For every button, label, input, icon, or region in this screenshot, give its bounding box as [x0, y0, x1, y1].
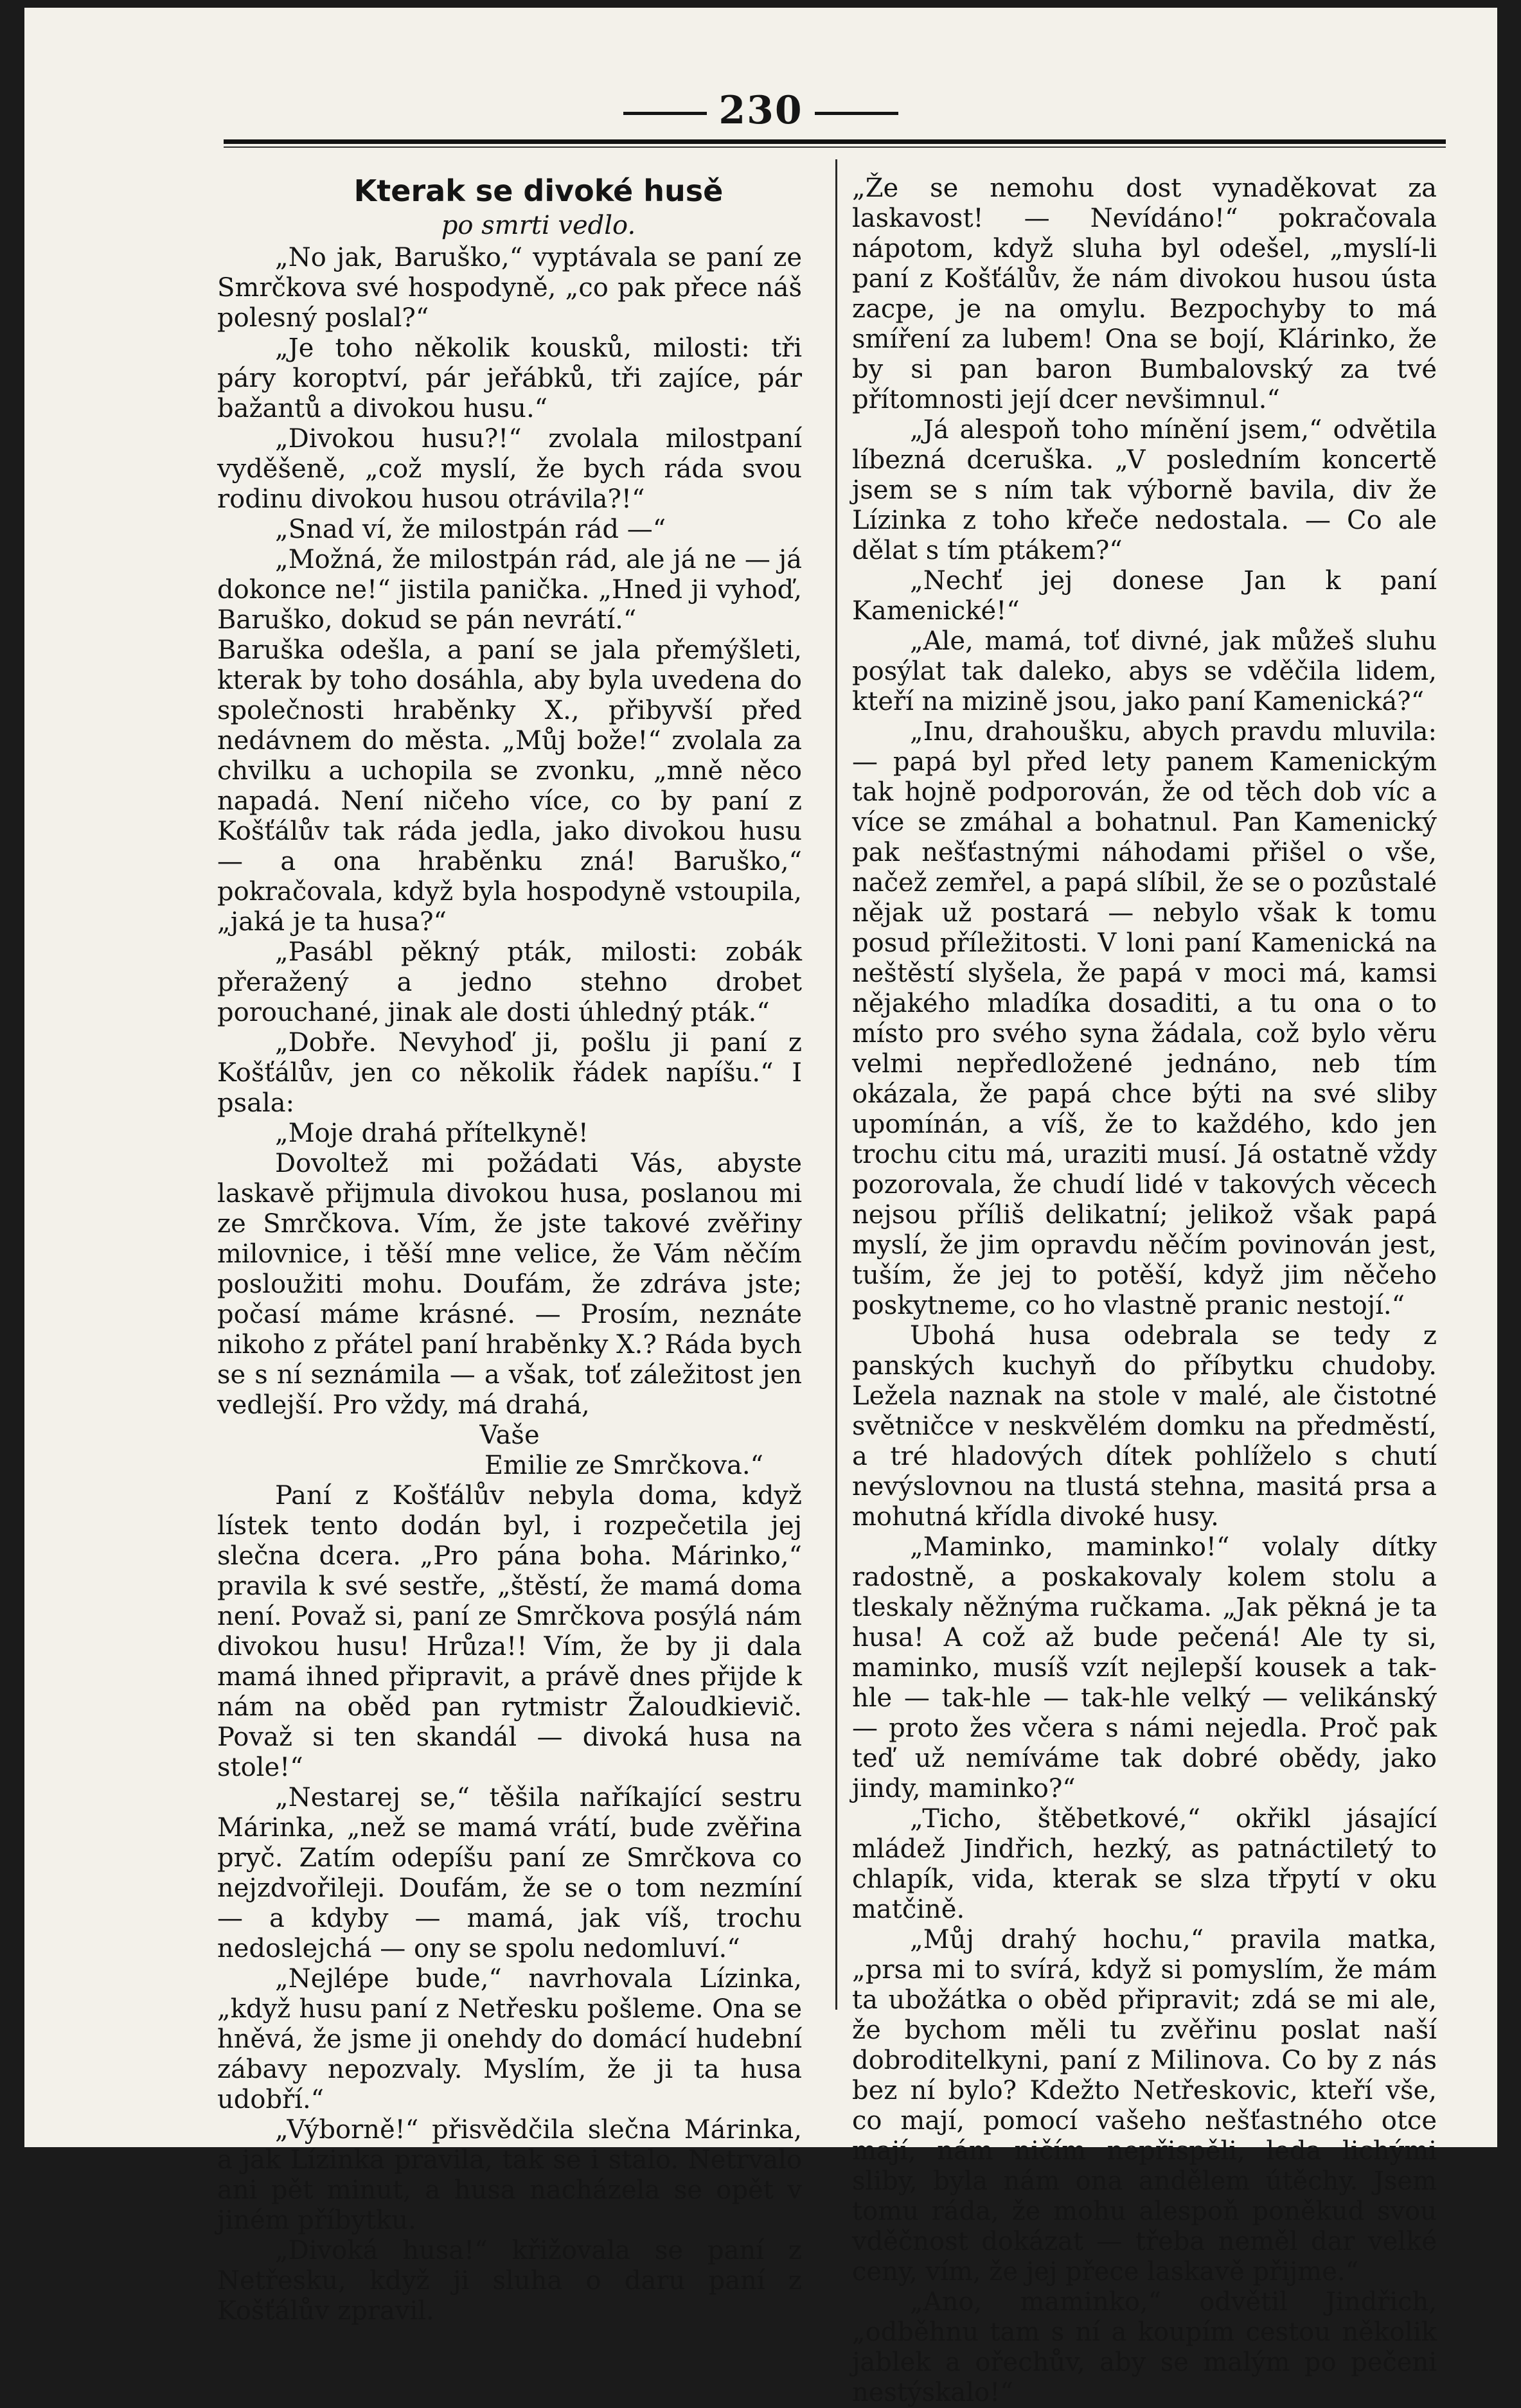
paragraph: „Dobře. Nevyhoď ji, pošlu ji paní z Košťálův, jen co několik řádek napíšu.“ I psala:: [217, 1028, 802, 1118]
paragraph: „Nejlépe bude,“ navrhovala Lízinka, „když husu paní z Netřesku pošleme. Ona se hněvá, že jsme ji onehdy do domácí hudební zábavy nepozvaly. Myslím, že ji ta husa udobří.“: [217, 1964, 802, 2114]
page-number-dash-left: [623, 112, 707, 115]
paragraph: „Divokou husu?!“ zvolala milostpaní vyděšeně, „což myslí, že bych ráda svou rodinu divokou husou otrávila?!“: [217, 424, 802, 514]
paragraph: „Snad ví, že milostpán rád —“: [275, 515, 666, 544]
paragraph: „Že se nemohu dost vynaděkovat za laskavost! — Nevídáno!“ pokračovala nápotom, když sluha byl odešel, „myslí-li paní z Košťálův, že nám divokou husou ústa zacpe, je na omylu. Bezpochyby to má smíření za lubem! Ona se bojí, Klárinko, že by si pan baron Bumbalovský za tvé přítomnosti její dcer nevšimnul.“: [852, 173, 1437, 414]
paragraph: „Výborně!“ přisvědčila slečna Márinka, a jak Lízinka pravila, tak se i stalo. Netrvalo ani pět minut, a husa nacházela se opět v jiném příbytku.: [217, 2115, 802, 2235]
page-number: [24, 88, 1497, 133]
paragraph: Baruška odešla, a paní se jala přemýšleti, kterak by toho dosáhla, aby byla uvedena do společnosti hraběnky X., přibyvší před nedávnem do města. „Můj bože!“ zvolala za chvilku a uchopila se zvonku, „mně něco napadá. Není ničeho více, co by paní z Košťálův tak ráda jedla, jako divokou husu — a ona hraběnku zná! Baruško,“ pokračovala, když byla hospodyně vstoupila, „jaká je ta husa?“: [217, 635, 802, 937]
paragraph: „Je toho několik kousků, milosti: tři páry koroptví, pár jeřábků, tři zajíce, pár bažantů a divokou husu.“: [217, 333, 802, 423]
left-column: [217, 173, 802, 2326]
header-rule-thin: [224, 146, 1446, 148]
column-divider: [835, 159, 837, 2010]
paragraph: Paní z Košťálův nebyla doma, když lístek tento dodán byl, i rozpečetila jej slečna dcera. „Pro pána boha. Márinko,“ pravila k své sestře, „štěstí, že mamá doma není. Považ si, paní ze Smrčkova posýlá nám divokou husu! Hrůza!! Vím, že by ji dala mamá ihned připravit, a právě dnes přijde k nám na oběd pan rytmistr Žaloudkievič. Považ si ten skandál — divoká husa na stole!“: [217, 1481, 802, 1782]
letter-body: Dovoltež mi požádati Vás, abyste laskavě přijmula divokou husa, poslanou mi ze Smrčkova. Vím, že jste takové zvěřiny milovnice, i těší mne velice, že Vám něčím posloužiti mohu. Doufám, že zdráva jste; počasí máme krásné. — Prosím, neznáte nikoho z přátel paní hraběnky X.? Ráda bych se s ní seznámila — a však, toť záležitost jen vedlejší. Pro vždy, má drahá,: [217, 1149, 802, 1420]
paragraph: „Ale, mamá, toť divné, jak můžeš sluhu posýlat tak daleko, abys se vděčila lidem, kteří na mizině jsou, jako paní Kamenická?“: [852, 626, 1437, 716]
page-number-text: 230: [718, 88, 803, 133]
paragraph: „Můj drahý hochu,“ pravila matka, „prsa mi to svírá, když si pomyslím, že mám ta ubožátka o oběd připravit; zdá se mi ale, že bychom měli tu zvěřinu poslat naší dobroditelkyni, paní z Milinova. Co by z nás bez ní bylo? Kdežto Netřeskovic, kteří vše, co mají, pomocí vašeho nešťastného otce mají, nám ničím nepřispěli, leda lichými sliby, byla nám ona andělem útěchy. Jsem tomu ráda, že mohu alespoň poněkud svou vděčnost dokázat — třeba neměl dar velké ceny, vím, že jej přece laskavě přijme.“: [852, 1925, 1437, 2287]
paragraph: „Inu, drahoušku, abych pravdu mluvila: — papá byl před lety panem Kamenickým tak hojně podporován, že od těch dob víc a více se zmáhal a bohatnul. Pan Kamenický pak nešťastnými náhodami přišel o vše, načež zemřel, a papá slíbil, že se o pozůstalé nějak už postará — nebylo však k tomu posud příležitosti. V loni paní Kamenická na neštěstí slyšela, že papá v moci má, kamsi nějakého mladíka dosaditi, a tu ona o to místo pro svého syna žádala, což bylo věru velmi nepředložené jednáno, neb tím okázala, že papá chce býti na své sliby upomínán, a víš, že to každého, kdo jen trochu citu má, uraziti musí. Já ostatně vždy pozorovala, že chudí lidé v takových věcech nejsou příliš delikatní; jelikož však papá myslí, že jim opravdu něčím povinován jest, tuším, že jej to potěší, když jim něčeho poskytneme, co ho vlastně pranic nestojí.“: [852, 717, 1437, 1320]
article-title: Kterak se divoké husě: [353, 173, 724, 208]
right-column: [852, 173, 1437, 2408]
newspaper-page: [24, 8, 1497, 2407]
paragraph: „Možná, že milostpán rád, ale já ne — já dokonce ne!“ jistila panička. „Hned ji vyhoď, Baruško, dokud se pán nevrátí.“: [217, 545, 802, 635]
header-rule: [224, 139, 1446, 144]
paragraph: „Ano, maminko,“ odvětil Jindřich, „odběhnu tam s ní a koupím cestou několik jablek a ořechův, aby se malým po pečeni nestýskalo!“: [852, 2287, 1437, 2407]
paragraph: „Já alespoň toho mínění jsem,“ odvětila líbezná dceruška. „V posledním koncertě jsem se s ním tak výborně bavila, div že Lízinka z toho křeče nedostala. — Co ale dělat s tím ptákem?“: [852, 415, 1437, 565]
page-number-dash-right: [815, 112, 898, 115]
letter-salutation: „Moje drahá přítelkyně!: [275, 1119, 589, 1148]
paragraph: „Divoká husa!“ křižovala se paní z Netřesku, když ji sluha o daru paní z Košťálův zpravil.: [217, 2236, 802, 2326]
letter-closing: Vaše: [479, 1421, 540, 1450]
paragraph: „Nechť jej donese Jan k paní Kamenické!“: [852, 566, 1437, 626]
paragraph: „Maminko, maminko!“ volaly dítky radostně, a poskakovaly kolem stolu a tleskaly něžnýma ručkama. „Jak pěkná je ta husa! A což až bude pečená! Ale ty si, maminko, musíš vzít nejlepší kousek a tak-hle — tak-hle — tak-hle velký — velikánský — proto žes včera s námi nejedla. Proč pak teď už nemíváme tak dobré obědy, jako jindy, maminko?“: [852, 1532, 1437, 1803]
letter-signature: Emilie ze Smrčkova.“: [484, 1451, 763, 1480]
paragraph: Ubohá husa odebrala se tedy z panských kuchyň do příbytku chudoby. Ležela naznak na stole v malé, ale čistotné světničce v neskvělém domku na předměstí, a tré hladových dítek pohlíželo s chutí nevýslovnou na tlustá stehna, masitá prsa a mohutná křídla divoké husy.: [852, 1321, 1437, 1532]
paragraph: „Pasábl pěkný pták, milosti: zobák přeražený a jedno stehno drobet porouchané, jinak ale dosti úhledný pták.“: [217, 937, 802, 1027]
paragraph: „Nestarej se,“ těšila naříkající sestru Márinka, „než se mamá vrátí, bude zvěřina pryč. Zatím odepíšu paní ze Smrčkova co nejzdvořileji. Doufám, že se o tom nezmíní — a kdyby — mamá, jak víš, trochu nedoslejchá — ony se spolu nedomluví.“: [217, 1783, 802, 1963]
paragraph: „Ticho, štěbetkové,“ okřikl jásající mládež Jindřich, hezký, as patnáctiletý to chlapík, vida, kterak se slza třpytí v oku matčině.: [852, 1804, 1437, 1924]
article-subtitle: po smrti vedlo.: [441, 211, 636, 240]
paragraph: „No jak, Baruško,“ vyptávala se paní ze Smrčkova své hospodyně, „co pak přece náš polesný poslal?“: [217, 243, 802, 333]
